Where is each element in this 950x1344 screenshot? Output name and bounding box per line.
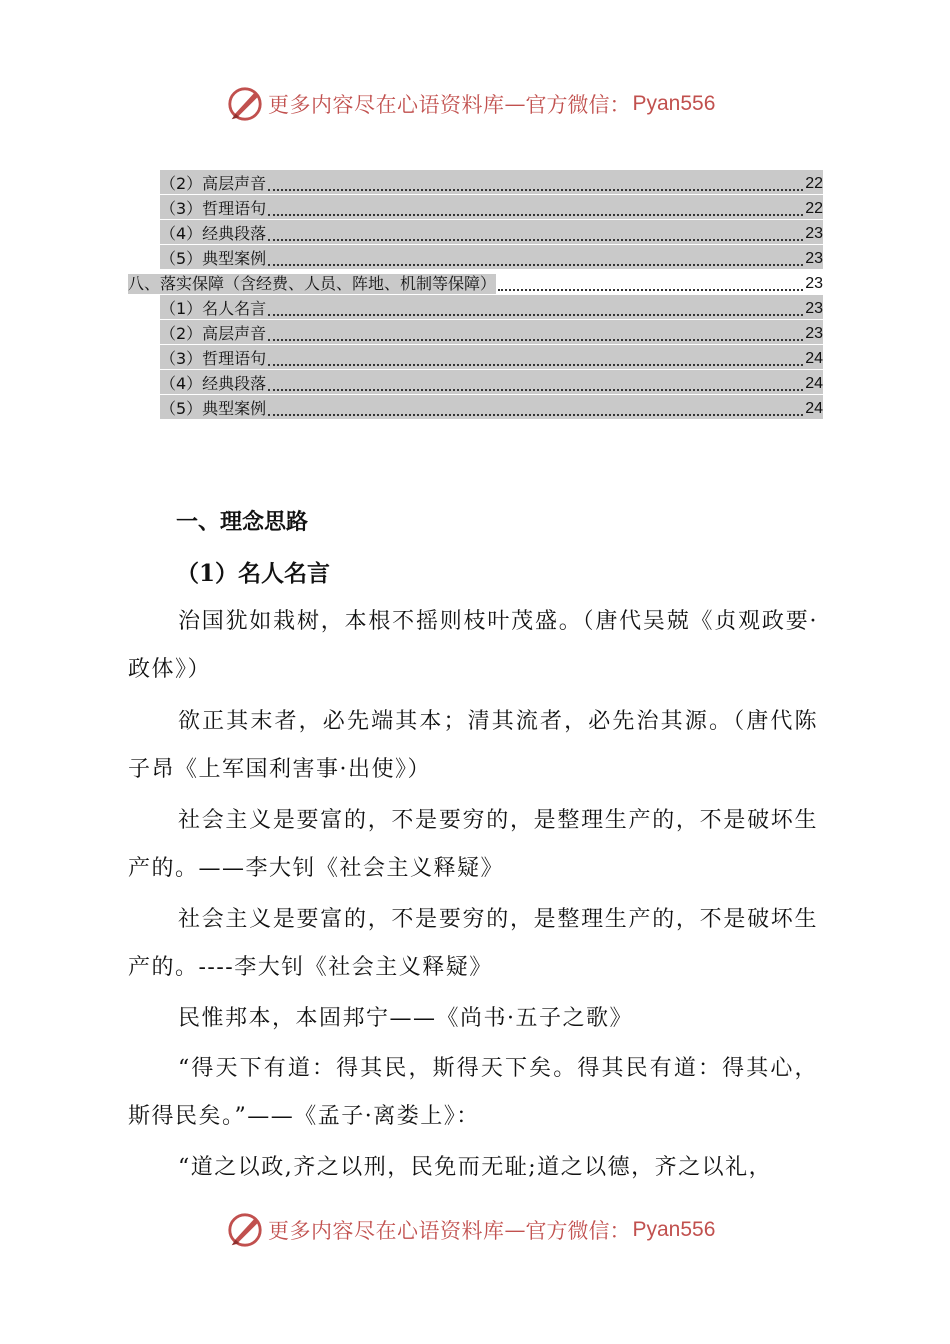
pen-logo-icon [226,1211,264,1249]
toc-entry-label: 八、落实保障（含经费、人员、阵地、机制等保障） [128,274,497,293]
toc-entry-page: 22 [805,175,823,192]
toc-entry-label: （3）哲理语句 [160,199,267,218]
toc-entry-page: 24 [805,375,823,392]
toc-entry-label: （3）哲理语句 [160,349,267,368]
toc-entry[interactable] [160,295,823,319]
toc-leader-dots [268,238,803,241]
quote-paragraph: 社会主义是要富的，不是要穷的，是整理生产的，不是破坏生产的。——李大钊《社会主义释疑》 [128,808,818,881]
toc-entry[interactable] [160,195,823,219]
toc-entry-page: 22 [805,200,823,217]
watermark-text: 更多内容尽在心语资料库 [268,93,505,117]
toc-leader-dots [268,213,803,216]
watermark-id: Pyan556 [632,92,716,115]
toc-leader-dots [498,288,803,291]
section-title: 一、理念思路 [176,510,309,535]
quote-paragraph: “道之以政,齐之以刑，民免而无耻;道之以德，齐之以礼， [178,1155,773,1180]
toc-entry-label: （2）高层声音 [160,174,267,193]
toc-entry-chapter[interactable] [128,270,823,294]
watermark-text: 更多内容尽在心语资料库 [268,1219,505,1243]
watermark-footer [226,1210,715,1250]
toc-entry[interactable] [160,370,823,394]
watermark-header [226,84,715,124]
watermark-separator: — [504,1218,526,1242]
subsection-title: （1）名人名言 [176,560,331,587]
toc-entry-label: （4）经典段落 [160,224,267,243]
quote-paragraph: “得天下有道：得其民，斯得天下矣。得其民有道：得其心，斯得民矣。”——《孟子·离娄上》： [128,1056,818,1129]
toc-entry-page: 24 [805,400,823,417]
watermark-label: 官方微信： [525,1219,631,1243]
toc-entry[interactable] [160,170,823,194]
toc-entry-page: 23 [805,275,823,292]
quote-paragraph: 民惟邦本，本固邦宁——《尚书·五子之歌》 [178,1006,633,1031]
toc-entry[interactable] [160,345,823,369]
toc-entry[interactable] [160,245,823,269]
toc-entry-page: 23 [805,250,823,267]
toc-entry-label: （5）典型案例 [160,249,267,268]
toc-entry-label: （1）名人名言 [160,299,267,318]
toc-entry[interactable] [160,220,823,244]
toc-entry-page: 23 [805,300,823,317]
toc-entry-label: （5）典型案例 [160,399,267,418]
toc-leader-dots [268,413,803,416]
toc-entry[interactable] [160,320,823,344]
toc-leader-dots [268,338,803,341]
toc-entry-page: 23 [805,225,823,242]
toc-leader-dots [268,263,803,266]
quote-paragraph: 社会主义是要富的，不是要穷的，是整理生产的，不是破坏生产的。----李大钊《社会主义释疑》 [128,907,818,980]
quote-paragraph: 治国犹如栽树，本根不摇则枝叶茂盛。（唐代吴兢《贞观政要·政体》） [128,609,818,682]
watermark-id: Pyan556 [632,1218,716,1241]
pen-logo-icon [226,85,264,123]
toc-leader-dots [268,313,803,316]
watermark-separator: — [504,92,526,116]
toc-leader-dots [268,188,803,191]
toc-entry-label: （4）经典段落 [160,374,267,393]
watermark-label: 官方微信： [525,93,631,117]
toc-entry-page: 23 [805,325,823,342]
toc-leader-dots [268,363,803,366]
toc-leader-dots [268,388,803,391]
quote-paragraph: 欲正其末者，必先端其本；清其流者，必先治其源。（唐代陈子昂《上军国利害事·出使》） [128,709,818,782]
toc-entry-label: （2）高层声音 [160,324,267,343]
toc-entry[interactable] [160,395,823,419]
toc-entry-page: 24 [805,350,823,367]
